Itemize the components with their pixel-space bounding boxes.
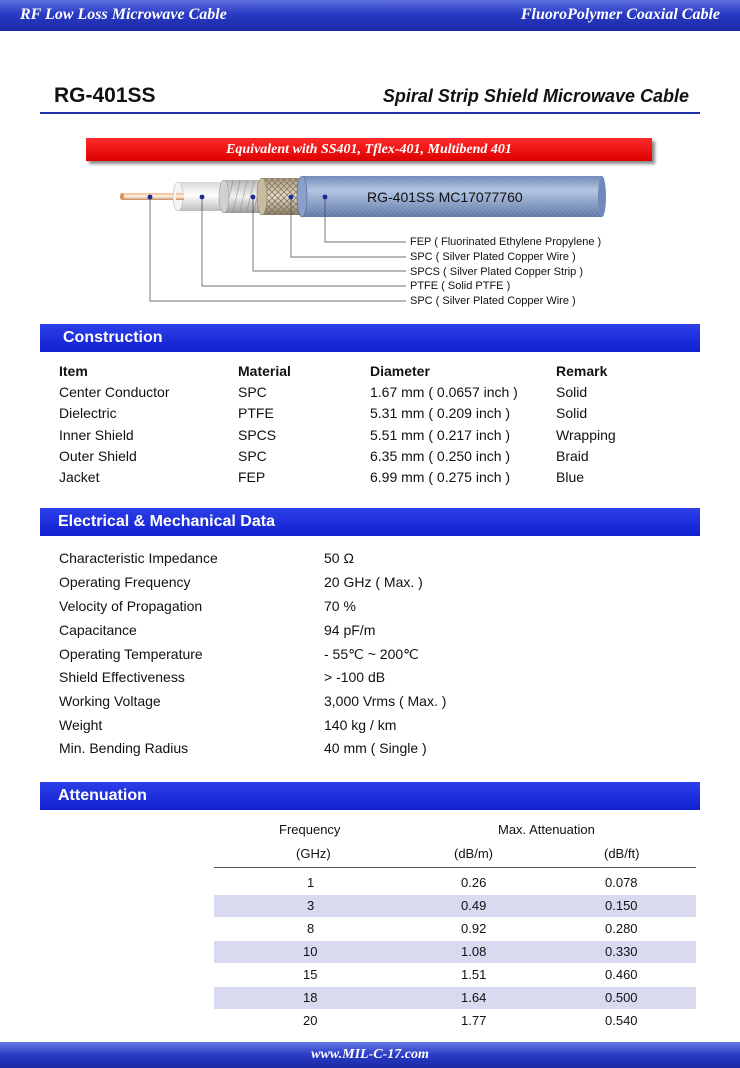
construction-header-diameter: Diameter: [370, 363, 430, 379]
construction-item: Outer Shield: [59, 448, 137, 464]
attenuation-dbm: 1.51: [461, 967, 487, 982]
attenuation-row: [214, 895, 696, 917]
attenuation-unit-dbm: (dB/m): [454, 846, 493, 861]
product-model: RG-401SS: [54, 84, 156, 107]
callout-inner-shield: SPCS ( Silver Plated Copper Strip ): [410, 266, 584, 278]
construction-material: FEP: [238, 469, 266, 485]
construction-remark: Blue: [556, 469, 585, 485]
construction-header-remark: Remark: [556, 363, 608, 379]
construction-diameter: 5.31 mm ( 0.209 inch ): [370, 405, 511, 421]
construction-item: Inner Shield: [59, 427, 134, 443]
title-divider: [40, 112, 700, 114]
spec-label: Shield Effectiveness: [59, 669, 185, 685]
callout-jacket: FEP ( Fluorinated Ethylene Propylene ): [410, 236, 602, 248]
attenuation-frequency: 1: [307, 875, 315, 890]
spec-value: 50 Ω: [324, 550, 354, 566]
construction-section-header: Construction: [40, 324, 700, 352]
spec-label: Operating Frequency: [59, 574, 191, 590]
construction-remark: Wrapping: [556, 427, 616, 443]
attenuation-unit-ghz: (GHz): [296, 846, 331, 861]
attenuation-frequency: 20: [303, 1013, 318, 1028]
callout-center-conductor: SPC ( Silver Plated Copper Wire ): [410, 295, 576, 307]
spec-value: 70 %: [324, 598, 356, 614]
construction-item: Dielectric: [59, 405, 117, 421]
construction-remark: Solid: [556, 405, 588, 421]
spec-label: Working Voltage: [59, 693, 161, 709]
attenuation-frequency: 3: [307, 898, 315, 913]
construction-diameter: 5.51 mm ( 0.217 inch ): [370, 427, 511, 443]
construction-diameter: 6.99 mm ( 0.275 inch ): [370, 469, 511, 485]
construction-remark: Braid: [556, 448, 589, 464]
construction-header-material: Material: [238, 363, 291, 379]
electrical-section-header: Electrical & Mechanical Data: [40, 508, 700, 536]
footer-url[interactable]: www.MIL-C-17.com: [311, 1047, 429, 1062]
attenuation-row: [214, 941, 696, 963]
construction-material: SPC: [238, 384, 267, 400]
top-header-bar: [0, 0, 740, 31]
spec-value: 140 kg / km: [324, 717, 397, 733]
construction-header-item: Item: [59, 363, 88, 379]
spec-value: 94 pF/m: [324, 622, 376, 638]
construction-remark: Solid: [556, 384, 588, 400]
attenuation-frequency: 8: [307, 921, 315, 936]
attenuation-dbft: 0.540: [605, 1013, 638, 1028]
attenuation-dbft: 0.078: [605, 875, 638, 890]
construction-diameter: 1.67 mm ( 0.0657 inch ): [370, 384, 518, 400]
construction-item: Jacket: [59, 469, 100, 485]
footer-bar: [0, 1042, 740, 1068]
construction-item: Center Conductor: [59, 384, 170, 400]
spec-value: 40 mm ( Single ): [324, 740, 427, 756]
attenuation-dbm: 1.08: [461, 944, 487, 959]
attenuation-dbft: 0.500: [605, 990, 638, 1005]
attenuation-row: [214, 918, 696, 940]
spec-label: Velocity of Propagation: [59, 598, 203, 614]
construction-material: SPCS: [238, 427, 277, 443]
attenuation-row: [214, 987, 696, 1009]
spec-label: Capacitance: [59, 622, 137, 638]
attenuation-dbm: 0.49: [461, 898, 487, 913]
attenuation-dbft: 0.460: [605, 967, 638, 982]
attenuation-header-rule: [214, 867, 696, 868]
spec-label: Operating Temperature: [59, 646, 203, 662]
attenuation-row: [214, 1010, 696, 1032]
attenuation-header-frequency: Frequency: [279, 822, 341, 837]
spec-value: 3,000 Vrms ( Max. ): [324, 693, 447, 709]
attenuation-row: [214, 872, 696, 894]
attenuation-dbft: 0.330: [605, 944, 638, 959]
attenuation-dbm: 0.92: [461, 921, 487, 936]
attenuation-header-max: Max. Attenuation: [498, 822, 595, 837]
attenuation-frequency: 10: [303, 944, 318, 959]
header-left-title: RF Low Loss Microwave Cable: [20, 6, 227, 23]
attenuation-row: [214, 964, 696, 986]
attenuation-dbm: 1.77: [461, 1013, 487, 1028]
attenuation-dbm: 1.64: [461, 990, 487, 1005]
callout-outer-shield: SPC ( Silver Plated Copper Wire ): [410, 251, 576, 263]
spec-label: Weight: [59, 717, 103, 733]
attenuation-unit-dbft: (dB/ft): [604, 846, 640, 861]
attenuation-dbft: 0.280: [605, 921, 638, 936]
spec-value: - 55℃ ~ 200℃: [324, 646, 419, 662]
jacket-print-text: RG-401SS MC17077760: [367, 189, 523, 205]
construction-material: PTFE: [238, 405, 274, 421]
spec-label: Min. Bending Radius: [59, 740, 189, 756]
product-subtitle: Spiral Strip Shield Microwave Cable: [382, 86, 689, 106]
header-right-title: FluoroPolymer Coaxial Cable: [520, 6, 720, 23]
attenuation-dbm: 0.26: [461, 875, 487, 890]
spec-value: > -100 dB: [324, 669, 386, 685]
construction-material: SPC: [238, 448, 267, 464]
callout-dielectric: PTFE ( Solid PTFE ): [410, 280, 511, 292]
attenuation-dbft: 0.150: [605, 898, 638, 913]
spec-label: Characteristic Impedance: [59, 550, 218, 566]
spec-value: 20 GHz ( Max. ): [324, 574, 423, 590]
attenuation-frequency: 18: [303, 990, 318, 1005]
construction-diameter: 6.35 mm ( 0.250 inch ): [370, 448, 511, 464]
jacket-layer: [297, 176, 606, 217]
attenuation-frequency: 15: [303, 967, 318, 982]
attenuation-section-header: Attenuation: [40, 782, 700, 810]
equivalent-banner: Equivalent with SS401, Tflex-401, Multibend 401: [86, 138, 652, 161]
